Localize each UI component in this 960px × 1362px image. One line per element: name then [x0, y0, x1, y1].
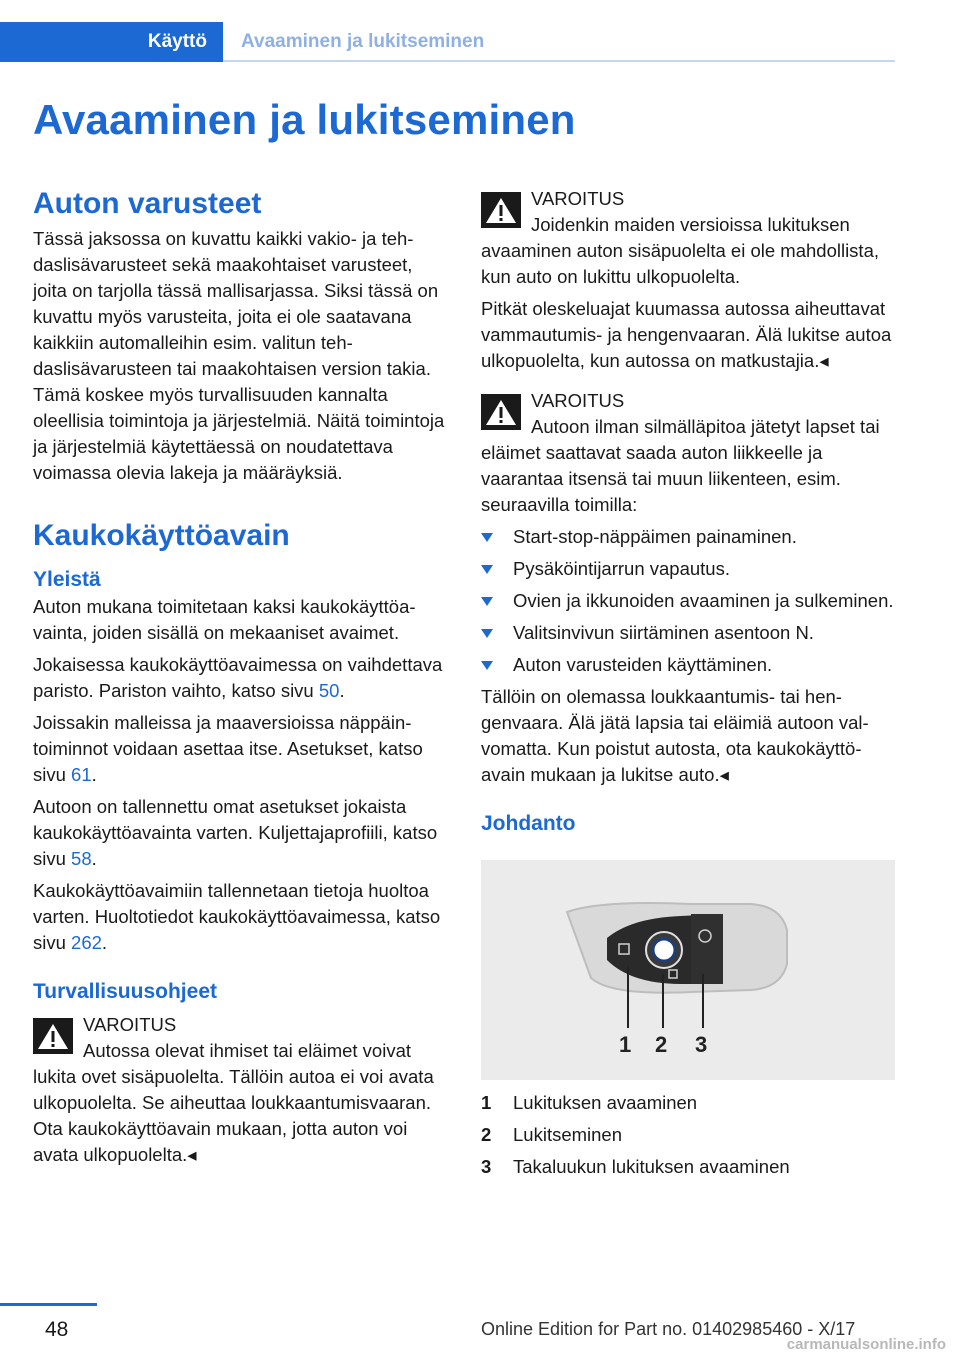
bullet-triangle-icon [481, 597, 493, 606]
general-p5: Kaukokäyttöavaimiin tallennetaan tietoja huoltoa varten. Huoltotiedot kaukokäyttöavaimessa, katso sivu 262. [33, 880, 441, 953]
figure-label-1: 1 [619, 1032, 632, 1057]
footer-rule [0, 1303, 97, 1306]
legend-number: 3 [481, 1156, 492, 1177]
bullet-triangle-icon [481, 661, 493, 670]
list-item [481, 1122, 895, 1148]
page-number: 48 [45, 1318, 69, 1341]
intro-heading: Johdanto [481, 812, 576, 835]
warning-1-text: Autossa olevat ihmiset tai eläimet voivat lukita ovet sisäpuolelta. Tällöin autoa ei voi avata ulkopuolelta. Se aiheuttaa loukkaantumisvaaran. Ota kaukokäyttöavain mukaan, jotta auton voi avata ulkopuolelta.◂ [33, 1040, 434, 1165]
legend-number: 2 [481, 1124, 492, 1145]
list-item-text: Ovien ja ikkunoiden avaaminen ja sulkeminen. [513, 590, 894, 611]
list-item [481, 524, 895, 550]
figure-legend [481, 1090, 895, 1180]
bullet-triangle-icon [481, 629, 493, 638]
remote-key-illustration [481, 860, 895, 1080]
right-column [481, 186, 895, 1186]
bullet-triangle-icon [481, 565, 493, 574]
page-link-262[interactable]: 262 [71, 932, 102, 953]
warning-2-label: VAROITUS [531, 188, 625, 209]
list-item [481, 556, 895, 582]
warning-3-p2: Tällöin on olemassa loukkaantumis- tai hengenvaara. Älä jätä lapsia tai eläimiä autoon valvomatta. Kun poistut autosta, ota kaukokäyttöavain mukaan ja lukitse auto.◂ [481, 686, 869, 785]
warning-block-3 [481, 388, 895, 788]
general-p3-text: Joissakin malleissa ja maaversioissa näppäintoiminnot voidaan asettaa itse. Asetukset, katso sivu [33, 712, 423, 785]
list-item [481, 620, 895, 646]
left-column [33, 186, 447, 1168]
warning-block-1 [33, 1012, 447, 1168]
page-link-50[interactable]: 50 [318, 680, 340, 701]
warning-3-label: VAROITUS [531, 390, 625, 411]
warning-triangle-icon [481, 394, 521, 430]
general-p1: Auton mukana toimitetaan kaksi kaukokäyttöavainta, joiden sisällä on mekaaniset avaimet. [33, 596, 416, 643]
general-p3: Joissakin malleissa ja maaversioissa näppäintoiminnot voidaan asettaa itse. Asetukset, katso sivu 61. [33, 712, 423, 785]
figure-label-2: 2 [655, 1032, 668, 1057]
header-tabbar [0, 22, 895, 62]
warning-3-text: Autoon ilman silmälläpitoa jätetyt lapset tai eläimet saattavat saada auton liikkeelle ja vaarantaa itsensä tai muun liikenteen, esim. seuraavilla toimilla: [481, 416, 880, 515]
list-item-text: Auton varusteiden käyttäminen. [513, 654, 773, 675]
warning-2-p2: Pitkät oleskeluajat kuumassa autossa aiheuttavat vammautumis- ja hengenvaaran. Älä lukitse autoa ulkopuolelta, kun autossa on matkustajia.◂ [481, 298, 892, 371]
general-heading: Yleistä [33, 568, 101, 591]
general-p5-text: Kaukokäyttöavaimiin tallennetaan tietoja huoltoa varten. Huoltotiedot kaukokäyttöavaimessa, katso sivu [33, 880, 441, 953]
warning-triangle-icon [481, 192, 521, 228]
remote-key-figure [481, 860, 895, 1080]
legend-number: 1 [481, 1092, 492, 1113]
tab-kaytto[interactable]: Käyttö [0, 22, 223, 62]
header-rule [223, 60, 895, 62]
general-p4-text: Autoon on tallennettu omat asetukset jokaista kaukokäyttöavainta varten. Kuljettajaprofiili, katso sivu [33, 796, 438, 869]
safety-heading: Turvallisuusohjeet [33, 980, 217, 1003]
list-item [481, 1154, 895, 1180]
watermark: carmanualsonline.info [786, 1336, 946, 1353]
list-item-text: Valitsinvivun siirtäminen asentoon N. [513, 622, 814, 643]
footer-edition: Online Edition for Part no. 01402985460 - X/17 [481, 1319, 856, 1339]
legend-text: Takaluukun lukituksen avaaminen [513, 1156, 790, 1177]
list-item [481, 652, 895, 678]
figure-label-3: 3 [695, 1032, 708, 1057]
warning-3-bullets [481, 524, 895, 678]
bullet-triangle-icon [481, 533, 493, 542]
list-item [481, 1090, 895, 1116]
equipment-text: Tässä jaksossa on kuvattu kaikki vakio- ja tehdaslisävarusteet sekä maakohtaiset varusteet, joita on tarjolla tässä mallisarjassa. Siksi tässä on kuvattu myös varusteita, joita ei ole saatavana kaikkiin automalleihin esim. valitun tehdaslisävarusteen tai maakohtaisen version takia. Tämä koskee myös turvallisuuden kannalta oleellisia toimintoja ja järjestelmiä. Näitä toimintoja ja järjestelmiä käytettäessä on noudatettava voimassa olevia lakeja ja määräyksiä. [33, 228, 445, 483]
warning-block-2 [481, 186, 895, 374]
general-p2: Jokaisessa kaukokäyttöavaimessa on vaihdettava paristo. Pariston vaihto, katso sivu 50. [33, 654, 443, 701]
page-title: Avaaminen ja lukitseminen [33, 96, 576, 143]
legend-text: Lukituksen avaaminen [513, 1092, 698, 1113]
general-p4: Autoon on tallennettu omat asetukset jokaista kaukokäyttöavainta varten. Kuljettajaprofiili, katso sivu 58. [33, 796, 438, 869]
general-p2-text: Jokaisessa kaukokäyttöavaimessa on vaihdettava paristo. Pariston vaihto, katso sivu [33, 654, 443, 701]
page-link-61[interactable]: 61 [71, 764, 92, 785]
warning-triangle-icon [33, 1018, 73, 1054]
list-item [481, 588, 895, 614]
legend-text: Lukitseminen [513, 1124, 623, 1145]
list-item-text: Start-stop-näppäimen painaminen. [513, 526, 797, 547]
equipment-heading: Auton varusteet [33, 187, 262, 220]
page-link-58[interactable]: 58 [71, 848, 92, 869]
tab-section[interactable]: Avaaminen ja lukitseminen [241, 31, 485, 52]
remote-key-heading: Kaukokäyttöavain [33, 519, 290, 552]
warning-1-label: VAROITUS [83, 1014, 177, 1035]
warning-2-text: Joidenkin maiden versioissa lukituksen avaaminen auton sisäpuolelta ei ole mahdollista, kun auto on lukittu ulkopuolelta. [481, 214, 880, 287]
list-item-text: Pysäköintijarrun vapautus. [513, 558, 730, 579]
